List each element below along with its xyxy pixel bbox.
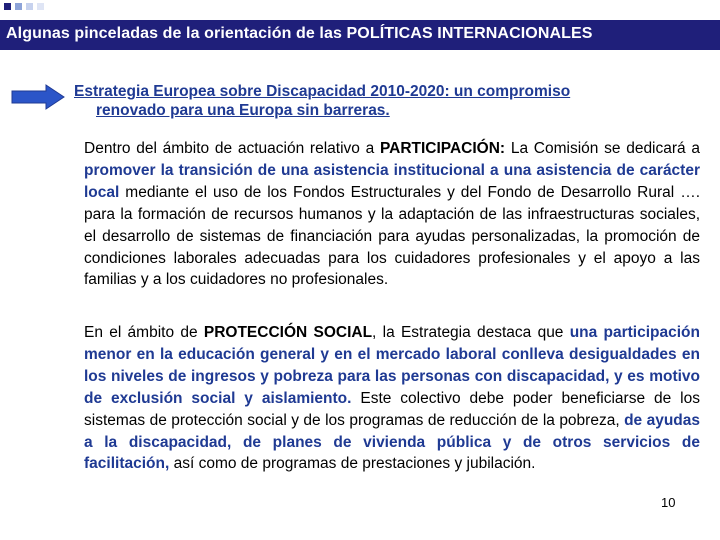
bold-term: PROTECCIÓN SOCIAL (203, 324, 373, 341)
body-text: Este colectivo debe poder beneficiarse de los sistemas de protección social y de los programas de reducción de la pobreza, (84, 389, 700, 429)
title-bar (0, 20, 720, 50)
body-text: así como de programas de prestaciones y jubilación. (169, 455, 536, 473)
body-text: Dentro del ámbito de actuación relativo a (84, 140, 380, 157)
decorative-squares (0, 0, 56, 20)
body-text: En el ámbito de (84, 324, 204, 341)
heading-line-2: renovado para una Europa sin barreras. (96, 102, 390, 119)
body-text: La Comisión se dedicará a (505, 140, 700, 157)
body-text: mediante el uso de los Fondos Estructurales y del Fondo de Desarrollo Rural …. para la formación de recursos humanos y la adaptación de las infraestructuras sociales, el desarrollo de sistemas de financiación para ayudas personalizadas, la promoción de condiciones laborales adecuadas para los cuidadores profesionales y el apoyo a las familias y a los cuidadores no profesionales. (84, 183, 700, 289)
slide-title: Algunas pinceladas de la orientación de las POLÍTICAS INTERNACIONALES (6, 25, 593, 42)
section-heading (74, 82, 674, 120)
body-text: , la Estrategia destaca que (372, 324, 570, 341)
heading-line-1: Estrategia Europea sobre Discapacidad 2010-2020: un compromiso (74, 83, 571, 100)
page-number: 10 (661, 495, 676, 510)
social-protection-paragraph (84, 322, 700, 475)
highlighted-text: una participación menor en la educación general y en el mercado laboral conlleva desigualdades en los niveles de ingresos y pobreza para las personas con discapacidad, y es motivo de exclusión social y aislamiento. (84, 324, 700, 407)
highlighted-text: promover la transición de una asistencia institucional a una asistencia de carácter local (84, 161, 700, 201)
right-arrow-icon (10, 84, 66, 110)
bold-term: PARTICIPACIÓN: (379, 140, 506, 157)
participation-paragraph (84, 138, 700, 291)
highlighted-text: de ayudas a la discapacidad, de planes de vivienda pública y de otros servicios de facilitación, (84, 411, 701, 473)
